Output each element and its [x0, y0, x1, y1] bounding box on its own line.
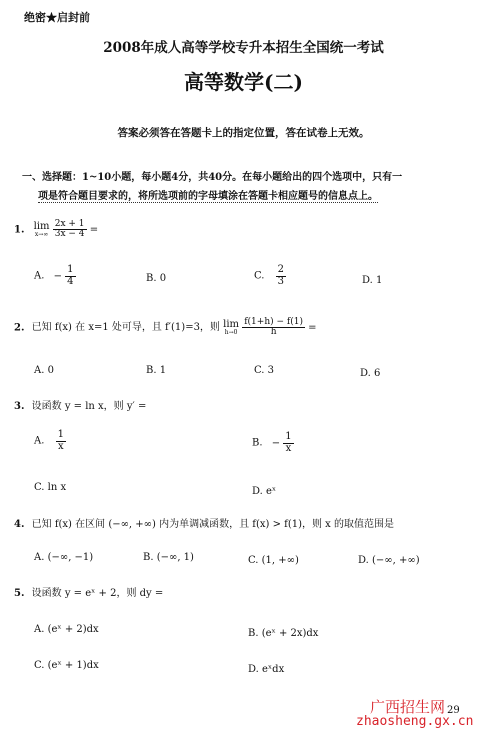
q2-option-c[interactable]: C. 3: [254, 365, 275, 376]
question-2: 2. 已知 f(x) 在 x=1 处可导，且 f′(1)=3，则 lim h→0 $\frac{f(1+h) - f(1)}{h}$ =: [14, 317, 317, 338]
question-number: 1.: [14, 224, 25, 236]
q5-option-d[interactable]: D. eˣdx: [248, 664, 285, 675]
q3-option-d[interactable]: D. eˣ: [252, 486, 277, 497]
section-instruction-line1: 一、选择题：1~10小题，每小题4分，共40分。在每小题给出的四个选项中，只有一: [22, 172, 403, 183]
q2-option-a[interactable]: A. 0: [34, 365, 54, 376]
limit-expression: lim x→∞: [33, 220, 50, 238]
q4-option-c[interactable]: C. (1, +∞): [248, 555, 299, 566]
q1-option-b[interactable]: B. 0: [146, 273, 167, 284]
question-number: 3.: [14, 401, 25, 412]
limit-expression: lim h→0: [223, 318, 240, 336]
exam-title: 2008年成人高等学校专升本招生全国统一考试: [103, 40, 384, 56]
question-number: 5.: [14, 588, 25, 599]
q5-option-b[interactable]: B. (eˣ + 2x)dx: [248, 628, 319, 639]
question-4: 4. 已知 f(x) 在区间 (−∞, +∞) 内为单调减函数，且 f(x) > f(1)，则 x 的取值范围是: [14, 519, 394, 530]
q1-option-d[interactable]: D. 1: [362, 275, 383, 286]
q4-option-d[interactable]: D. (−∞, +∞): [358, 555, 420, 566]
subject-title: 高等数学(二): [184, 70, 303, 94]
q1-option-a[interactable]: A. − $\frac{1}{4}$: [34, 264, 74, 287]
page-number: 29: [447, 705, 460, 716]
q3-option-b[interactable]: B. − $\frac{1}{x}$: [252, 431, 292, 454]
q5-option-a[interactable]: A. (eˣ + 2)dx: [34, 624, 99, 635]
q2-option-d[interactable]: D. 6: [360, 368, 381, 379]
q5-option-c[interactable]: C. (eˣ + 1)dx: [34, 660, 99, 671]
q1-option-c[interactable]: C. $\frac{2}{3}$: [254, 264, 285, 287]
q3-option-c[interactable]: C. ln x: [34, 482, 67, 493]
question-1: 1. lim x→∞ $\frac{2x + 1}{3x - 4}$ =: [14, 219, 99, 240]
watermark-url: zhaosheng.gx.cn: [356, 714, 474, 729]
fraction: $\frac{2x + 1}{3x - 4}$: [54, 219, 85, 240]
q3-option-a[interactable]: A. $\frac{1}{x}$: [34, 429, 64, 452]
fraction: $\frac{f(1+h) - f(1)}{h}$: [244, 317, 303, 338]
q4-option-a[interactable]: A. (−∞, −1): [34, 552, 94, 563]
watermark-site-name: 广西招生网: [370, 698, 446, 716]
question-5: 5. 设函数 y = eˣ + 2，则 dy =: [14, 588, 164, 599]
question-number: 4.: [14, 519, 25, 530]
q2-option-b[interactable]: B. 1: [146, 365, 167, 376]
question-number: 2.: [14, 322, 25, 334]
question-3: 3. 设函数 y = ln x，则 y′ =: [14, 401, 147, 412]
q4-option-b[interactable]: B. (−∞, 1): [143, 552, 194, 563]
secret-label: 绝密★启封前: [24, 11, 90, 24]
section-instruction-line2: 项是符合题目要求的，将所选项前的字母填涂在答题卡相应题号的信息点上。: [38, 191, 378, 202]
answer-instruction: 答案必须答在答题卡上的指定位置，答在试卷上无效。: [117, 127, 370, 139]
